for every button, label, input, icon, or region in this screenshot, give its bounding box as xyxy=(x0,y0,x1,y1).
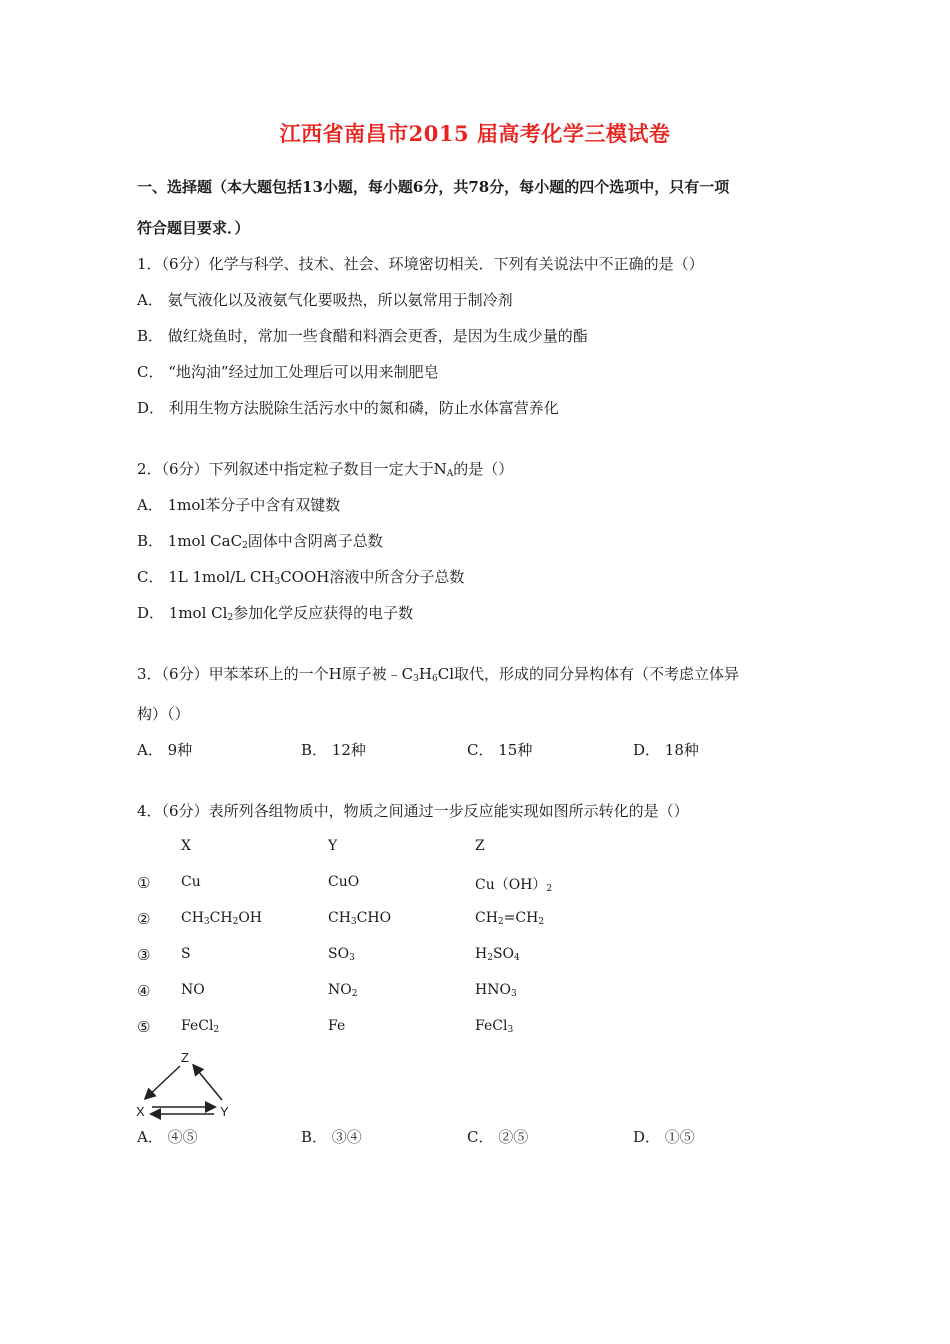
q4-row-num: ① xyxy=(137,874,151,892)
q2-option-a: A． 1mol苯分子中含有双键数 xyxy=(137,496,341,514)
q4-row4-y: $NO_2$ xyxy=(328,982,358,999)
q4-header-x: X xyxy=(181,838,191,854)
q4-row-num: ⑤ xyxy=(137,1018,151,1036)
q2-option-b: B． 1mol CaC$_2$固体中含阴离子总数 xyxy=(137,532,383,551)
q2-option-d: D． 1mol $Cl_2$参加化学反应获得的电子数 xyxy=(137,604,414,623)
q1-option-b: B． 做红烧鱼时，常加一些食醋和料酒会更香，是因为生成少量的酯 xyxy=(137,327,588,345)
q4-row5-x: FeCl$_2$ xyxy=(181,1018,220,1035)
section-heading-line2: 符合题目要求．） xyxy=(137,219,250,237)
q4-stem: 4．（6分）表所列各组物质中，物质之间通过一步反应能实现如图所示转化的是（） xyxy=(137,802,689,820)
diagram-label-z: Z xyxy=(181,1050,189,1065)
conversion-diagram xyxy=(134,1048,234,1122)
q4-row3-y: $SO_3$ xyxy=(328,946,355,963)
q4-row3-z: $H_2SO_4$ xyxy=(475,946,520,963)
q4-option-b: B． ③④ xyxy=(301,1128,362,1146)
q4-row-num: ② xyxy=(137,910,151,928)
q4-row-num: ③ xyxy=(137,946,151,964)
q3-option-c: C． 15种 xyxy=(467,741,533,759)
q4-row-num: ④ xyxy=(137,982,151,1000)
q3-stem-line2: 构）（） xyxy=(137,705,190,723)
q3-stem: 3．（6分）甲苯苯环上的一个H原子被$﹣C_3H_6Cl$取代，形成的同分异构体有（不考虑立体异 xyxy=(137,665,739,684)
q1-option-c: C． “地沟油”经过加工处理后可以用来制肥皂 xyxy=(137,363,439,381)
q4-row1-x: Cu xyxy=(181,874,201,890)
q1-option-d: D． 利用生物方法脱除生活污水中的氮和磷，防止水体富营养化 xyxy=(137,399,559,417)
q4-row4-z: $HNO_3$ xyxy=(475,982,517,999)
q3-option-d: D． 18种 xyxy=(633,741,699,759)
q4-row2-y: $CH_3CHO$ xyxy=(328,910,392,927)
diagram-label-x: X xyxy=(136,1104,145,1119)
arrow-z-to-x xyxy=(146,1066,180,1098)
q1-stem: 1．（6分）化学与科学、技术、社会、环境密切相关．下列有关说法中不正确的是（） xyxy=(137,255,704,273)
q4-row3-x: S xyxy=(181,946,191,962)
page-title: 江西省南昌市2015 届高考化学三模试卷 xyxy=(279,121,671,146)
q4-header-y: Y xyxy=(328,838,338,854)
q3-option-a: A． 9种 xyxy=(137,741,193,759)
q4-option-c: C． ②⑤ xyxy=(467,1128,529,1146)
q4-row5-y: Fe xyxy=(328,1018,346,1034)
q3-option-b: B． 12种 xyxy=(301,741,366,759)
q2-option-c: C． 1L 1mol/L $CH_3COOH$溶液中所含分子总数 xyxy=(137,568,465,587)
q4-row1-y: CuO xyxy=(328,874,360,890)
q4-option-d: D． ①⑤ xyxy=(633,1128,695,1146)
section-heading-line1: 一、选择题（本大题包括13小题，每小题6分，共78分，每小题的四个选项中，只有一项 xyxy=(137,178,730,196)
q4-header-z: Z xyxy=(475,838,485,854)
q4-row2-z: $CH_2=CH_2$ xyxy=(475,910,545,927)
q4-row4-x: NO xyxy=(181,982,205,998)
q2-stem: 2．（6分）下列叙述中指定粒子数目一定大于$N_A$的是（） xyxy=(137,460,514,479)
q4-row1-z: $Cu(OH)_2$ xyxy=(475,877,553,894)
q4-option-a: A． ④⑤ xyxy=(137,1128,198,1146)
q4-row2-x: $CH_3CH_2OH$ xyxy=(181,910,262,927)
q1-option-a: A． 氨气液化以及液氨气化要吸热，所以氨常用于制冷剂 xyxy=(137,291,513,309)
diagram-label-y: Y xyxy=(220,1104,229,1119)
arrow-y-to-z xyxy=(194,1066,222,1100)
q4-row5-z: FeCl$_3$ xyxy=(475,1018,514,1035)
